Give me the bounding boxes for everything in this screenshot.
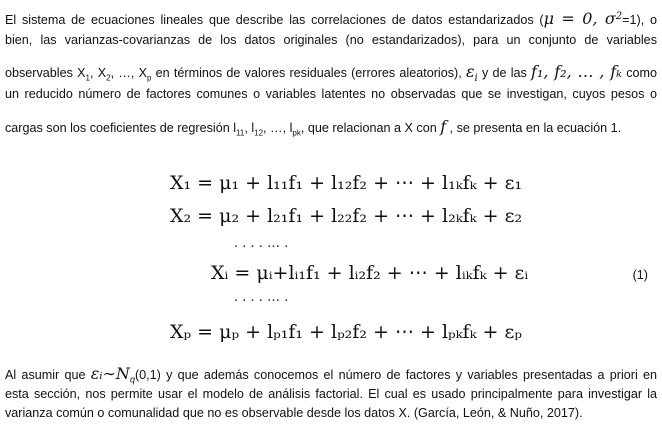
math-epsilon: $\varepsilon_i$ — [465, 62, 478, 85]
math-epsilon-normal: εᵢ∼N — [90, 364, 130, 383]
equation-x1: X₁ = μ₁ + l₁₁f₁ + l₁₂f₂ + ⋯ + l₁ₖfₖ + ε₁ — [170, 172, 523, 194]
math-factor-list: f₁, f₂, … , fₖ — [531, 62, 622, 81]
intro-line-3: observables $X_1$, $X_2$, …, $X_p$ en términos de valores residuales (errores aleatorios), $\varepsilon_i$ y de las f₁, f₂, … , fₖ como — [5, 62, 657, 85]
conclusion-paragraph — [5, 362, 657, 423]
ellipsis-row-1: . . . . … . — [234, 236, 289, 251]
equation-xp: Xₚ = μₚ + lₚ₁f₁ + lₚ₂f₂ + ⋯ + lₚₖfₖ + εₚ — [170, 321, 522, 343]
math-superscript: 2 — [615, 11, 623, 22]
equation-x2: X₂ = μ₂ + l₂₁f₁ + l₂₂f₂ + ⋯ + l₂ₖfₖ + ε₂ — [170, 205, 523, 227]
ellipsis-row-2: . . . . … . — [234, 290, 289, 305]
equation-number: (1) — [632, 268, 648, 282]
intro-line-4: un reducido número de factores comunes o variables latentes no observadas que se investigan, cuyos pesos o — [5, 87, 657, 101]
conclusion-line-1: Al asumir que $\varepsilon ᵢ\sim N_q(0,1)$ y que además conocemos el número de factores y variables presentadas a priori en — [5, 364, 658, 385]
equation-xi: Xᵢ = μᵢ+lᵢ₁f₁ + lᵢ₂f₂ + ⋯ + lᵢₖfₖ + εᵢ — [211, 262, 529, 284]
intro-line-5: cargas son los coeficientes de regresión $l_{11}$, $l_{12}$, …, $l_{pk}$, que relacionan a X con f , se presenta en la ecuación 1. — [5, 117, 622, 138]
math-mu-sigma: μ = 0, σ — [543, 9, 616, 29]
conclusion-line-2: esta sección, nos permite usar el modelo de análisis factorial. El cual es usado principalmente para investigar la — [5, 387, 657, 401]
intro-paragraph — [5, 4, 657, 138]
conclusion-line-3: varianza común o comunalidad que no es observable desde los datos X. (García, León, & Nuño, 2017). — [5, 406, 583, 420]
intro-line-2: bien, las varianzas-covarianzas de los datos originales (no estandarizados), para un conjunto de variables — [5, 33, 657, 47]
intro-line-1: El sistema de ecuaciones lineales que describe las correlaciones de datos estandarizados (μ = 0, $\sigma^2=1$), o — [5, 9, 658, 29]
math-f: f — [440, 117, 447, 136]
